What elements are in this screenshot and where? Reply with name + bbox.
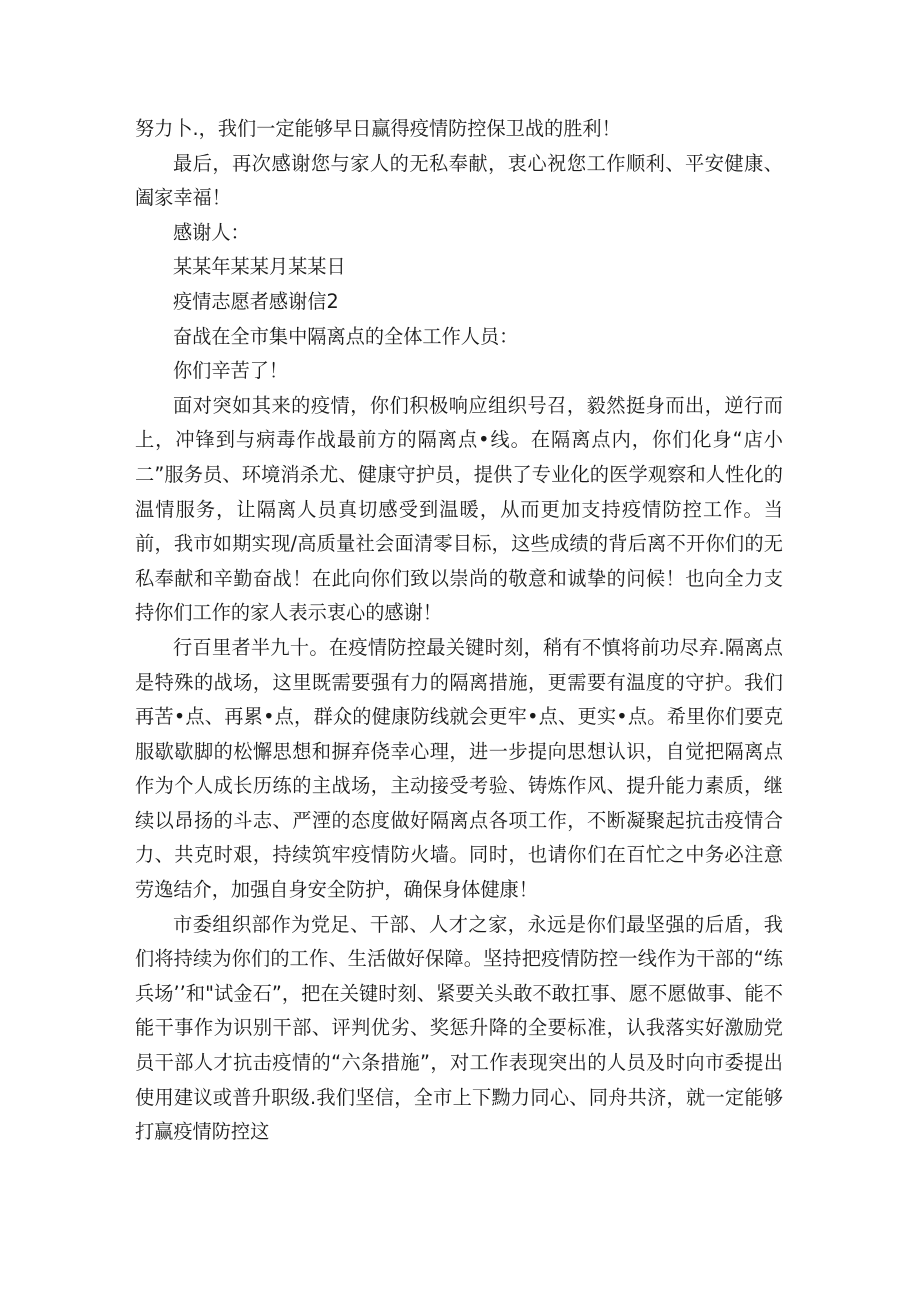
letter-title: 疫情志愿者感谢信2 xyxy=(173,289,339,313)
paragraph-body-3: 市委组织部作为党足、干部、人才之家，永远是你们最坚强的后盾，我们将持续为你们的工作、生活做好保障。坚持把疫情防控一线作为干部的“练兵场’’和"试金石”，把在关键时刻、紧要关头敢不敢扛事、愿不愿做事、能不能干事作为识别干部、评判优劣、奖惩升降的全要标准，认我落实好激励党员干部人才抗击疫情的“六条措施”，对工作表现突出的人员及时向市委提出使用建议或普升职级.我们坚信，全市上下黝力同心、同舟共济，就一定能够打赢疫情防控这 xyxy=(135,912,783,1144)
paragraph-body-1: 面对突如其来的疫情，你们积极响应组织号召，毅然挺身而出，逆行而上，冲锋到与病毒作战最前方的隔离点•线。在隔离点内，你们化身“店小二”服务员、环境消杀尤、健康守护员，提供了专业化的医学观察和人性化的温情服务，让隔离人员真切感受到温暖，从而更加支持疫情防控工作。当前，我市如期实现/高质量社会面清零目标，这些成绩的背后离不开你们的无私奉献和辛勤奋战！在此向你们致以崇尚的敬意和诚挚的问候！也向全力支持你们工作的家人表示衷心的感谢！ xyxy=(135,393,783,625)
paragraph-date: 某某年某某月某某日 xyxy=(173,255,346,279)
document-body xyxy=(135,112,783,1150)
paragraph-continuation: 努力卜.，我们一定能够早日赢得疫情防控保卫战的胜利！ xyxy=(135,117,621,140)
paragraph-signature-label: 感谢人： xyxy=(173,220,250,244)
paragraph-greeting: 你们辛苦了！ xyxy=(173,359,289,383)
paragraph-salutation: 奋战在全市集中隔离点的全体工作人员： xyxy=(173,324,519,348)
paragraph-closing-wishes: 最后，再次感谢您与家人的无私奉献，衷心祝您工作顺利、平安健康、阖家幸福！ xyxy=(135,151,783,210)
paragraph-body-2: 行百里者半九十。在疫情防控最关键时刻，稍有不慎将前功尽弃.隔离点是特殊的战场，这里既需要强有力的隔离措施，更需要有温度的守护。我们再苦•点、再累•点，群众的健康防线就会更牢•点、更实•点。希里你们要克服歇歇脚的松懈思想和摒弃侥幸心理，进一步提向思想认识，自觉把隔离点作为个人成长历练的主战场，主动接受考验、铸炼作风、提升能力素质，继续以昂扬的斗志、严湮的态度做好隔离点各项工作，不断凝聚起抗击疫情合力、共克时艰，持续筑牢疫情防火墙。同时，也请你们在百忙之中务必注意劳逸结介，加强自身安全防护，确保身体健康！ xyxy=(135,635,783,902)
